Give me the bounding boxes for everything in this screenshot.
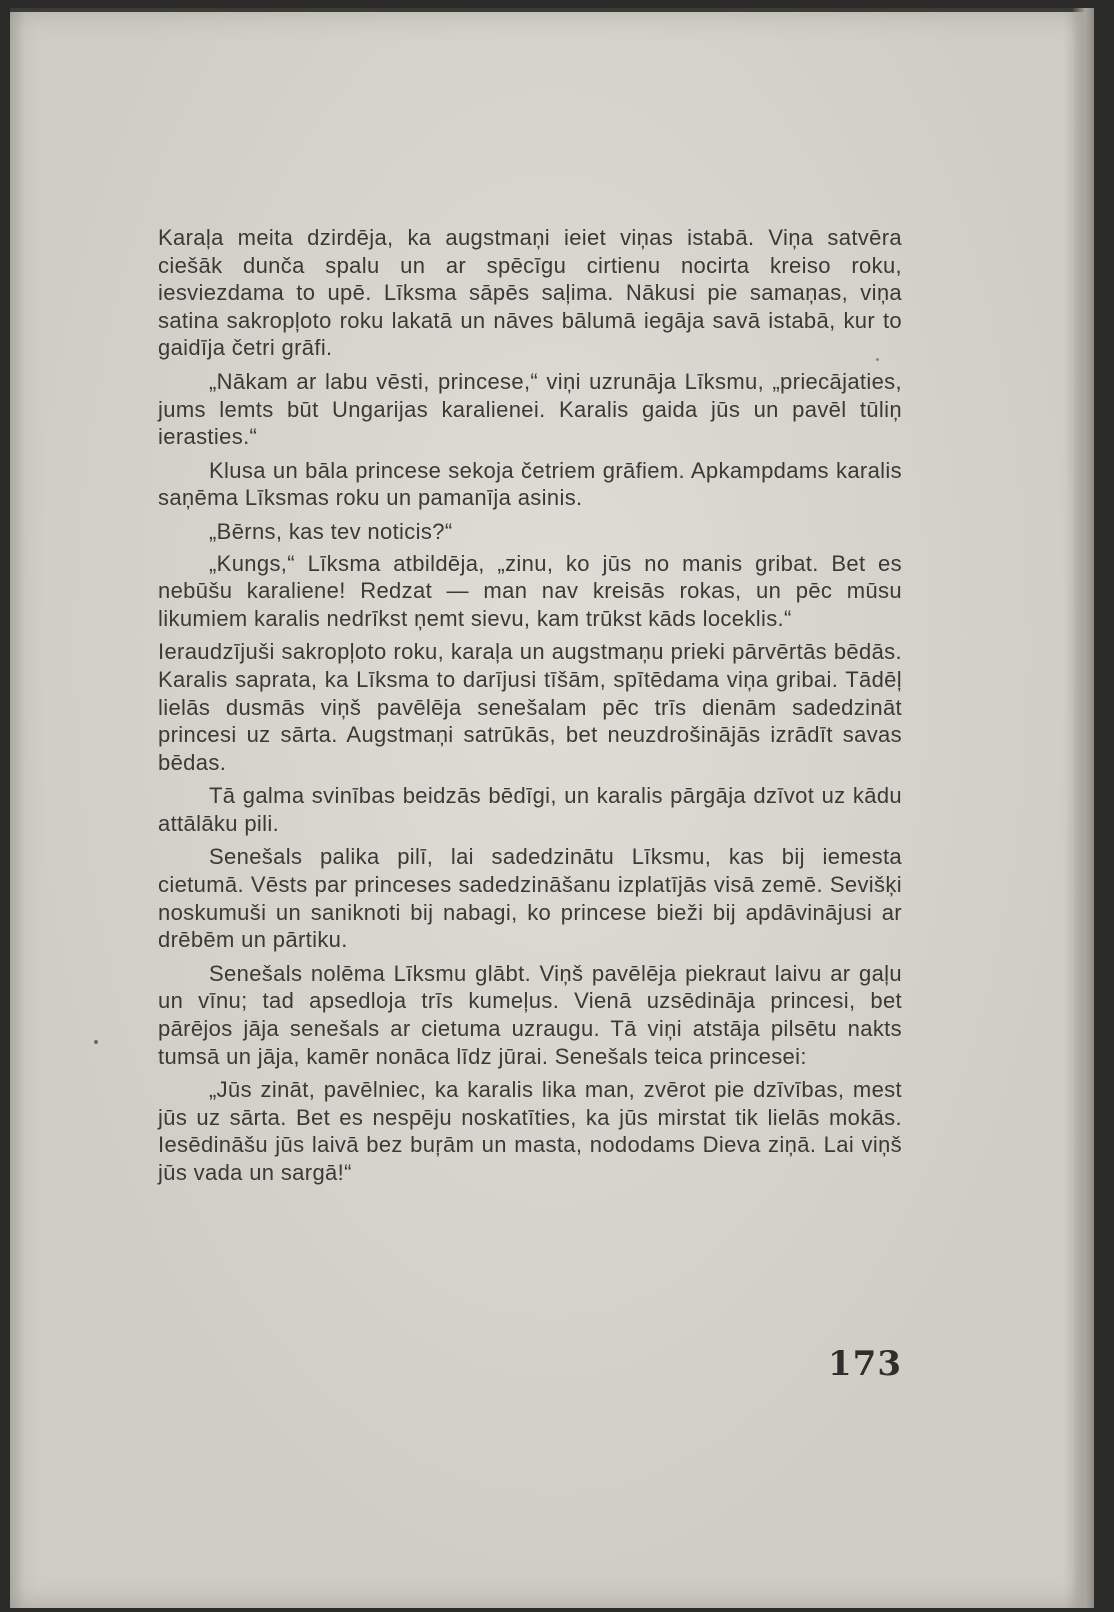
paragraph: Klusa un bāla princese sekoja četriem grāfiem. Apkampdams karalis saņēma Līksmas roku un pamanīja asinis. bbox=[158, 457, 902, 511]
paragraph: „Nākam ar labu vēsti, princese,“ viņi uzrunāja Līksmu, „priecājaties, jums lemts būt Ungarijas karalienei. Karalis gaida jūs un pavēl tūliņ ierasties.“ bbox=[158, 368, 902, 450]
body-text bbox=[158, 224, 902, 1193]
paragraph: „Jūs zināt, pavēlniec, ka karalis lika man, zvērot pie dzīvības, mest jūs uz sārta. Bet es nespēju noskatīties, ka jūs mirstat tik lielās mokās. Iesēdināšu jūs laivā bez buŗām un masta, nododams Dieva ziņā. Lai viņš jūs vada un sargā!“ bbox=[158, 1077, 902, 1185]
paragraph: Senešals palika pilī, lai sadedzinātu Līksmu, kas bij iemesta cietumā. Vēsts par princeses sadedzināšanu izplatījās visā zemē. Sevišķi noskumuši un saniknoti bij nabagi, ko princese bieži bij apdāvinājusi ar drēbēm un pārtiku. bbox=[158, 844, 902, 953]
page-binding-edge bbox=[1072, 8, 1094, 1608]
book-page bbox=[10, 8, 1094, 1608]
paragraph: „Bērns, kas tev noticis?“ bbox=[209, 518, 453, 544]
paper-speck bbox=[94, 1040, 98, 1044]
paragraph: Karaļa meita dzirdēja, ka augstmaņi ieiet viņas istabā. Viņa satvēra ciešāk dunča spalu un ar spēcīgu cirtienu nocirta kreiso roku, iesviezdama to upē. Līksma sāpēs saļima. Nākusi pie samaņas, viņa satina sakropļoto roku lakatā un nāves bālumā iegāja savā istabā, kur to gaidīja četri grāfi. bbox=[158, 225, 902, 361]
page-number: 173 bbox=[828, 1344, 902, 1384]
paragraph: Tā galma svinības beidzās bēdīgi, un karalis pārgāja dzīvot uz kādu attālāku pili. bbox=[158, 783, 902, 836]
paragraph: Senešals nolēma Līksmu glābt. Viņš pavēlēja piekraut laivu ar gaļu un vīnu; tad apsedloja trīs kumeļus. Vienā uzsēdināja princesi, bet pārējos jāja senešals ar cietuma uzraugu. Tā viņi atstāja pilsētu nakts tumsā un jāja, kamēr nonāca līdz jūrai. Senešals teica princesei: bbox=[158, 960, 902, 1069]
paragraph: „Kungs,“ Līksma atbildēja, „zinu, ko jūs no manis gribat. Bet es nebūšu karaliene! Redzat — man nav kreisās rokas, un pēc mūsu likumiem karalis nedrīkst ņemt sievu, kam trūkst kāds loceklis.“ bbox=[158, 550, 902, 631]
paper-speck bbox=[876, 358, 879, 361]
paragraph: Ieraudzījuši sakropļoto roku, karaļa un augstmaņu prieki pārvērtās bēdās. Karalis saprata, ka Līksma to darījusi tīšām, spītēdama viņa gribai. Tādēļ lielās dusmās viņš pavēlēja senešalam pēc trīs dienām sadedzināt princesi uz sārta. Augstmaņi satrūkās, bet neuzdrošinājās izrādīt savas bēdas. bbox=[158, 639, 902, 775]
top-edge-rule bbox=[10, 8, 1094, 12]
